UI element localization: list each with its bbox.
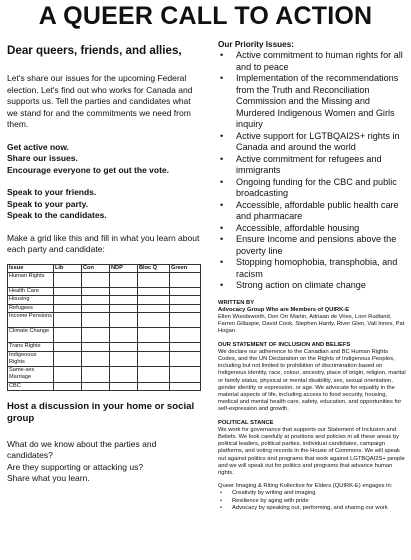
issue-cell: Climate Change xyxy=(8,328,54,343)
page-title: A QUEER CALL TO ACTION xyxy=(38,2,373,30)
table-cell xyxy=(170,288,201,296)
table-row xyxy=(8,367,201,382)
list-item xyxy=(218,505,406,512)
bullet-icon: • xyxy=(220,153,224,164)
table-cell xyxy=(54,351,82,366)
issue-cell: Housing xyxy=(8,296,54,304)
issue-cell: Income Pensions xyxy=(8,312,54,327)
priority-text: Active commitment to human rights for all and to peace xyxy=(236,50,403,72)
left-column xyxy=(7,40,200,485)
column-header: Issue xyxy=(8,264,54,272)
table-cell xyxy=(170,312,201,327)
list-item xyxy=(218,280,406,292)
table-cell xyxy=(82,367,110,382)
bullet-icon: • xyxy=(220,73,224,83)
issue-cell: CBC xyxy=(8,382,54,390)
priority-text: Ongoing funding for the CBC and public broadcasting xyxy=(236,176,397,198)
bullet-icon: • xyxy=(220,504,223,511)
written-by-section xyxy=(218,300,406,336)
quirke-text: Advocacy by speaking out, performing, and sharing our work xyxy=(232,504,388,511)
table-cell xyxy=(110,272,138,287)
table-cell xyxy=(110,296,138,304)
statement-section xyxy=(218,342,406,414)
written-by-label: WRITTEN BY xyxy=(218,299,255,306)
question-line: What do we know about the parties and candidates? xyxy=(7,438,157,461)
column-header: Lib xyxy=(54,264,82,272)
discussion-questions xyxy=(7,439,200,485)
bullet-icon: • xyxy=(220,222,224,233)
table-cell xyxy=(170,367,201,382)
table-cell xyxy=(54,272,82,287)
table-cell xyxy=(170,343,201,351)
table-row xyxy=(8,312,201,327)
table-cell xyxy=(138,367,170,382)
priority-issues-heading: Our Priority Issues: xyxy=(218,40,294,49)
table-cell xyxy=(82,382,110,390)
written-by-names: Ellen Woodsworth, Don Orr Martin, Adriaan de Vries, Lorri Rudland, Farren Gillaspie, David Cook, Stephen Hardy, River Glen, Vall Innes, Pat Hogan xyxy=(218,313,405,335)
table-cell xyxy=(82,296,110,304)
quirke-text: Resilience by aging with pride xyxy=(232,497,309,504)
call-block-2 xyxy=(7,187,200,222)
issue-cell: Indigenous Rights xyxy=(8,351,54,366)
political-stance-heading: POLITICAL STANCE xyxy=(218,419,274,426)
question-line: Share what you learn. xyxy=(7,473,90,484)
call-line: Share our issues. xyxy=(7,153,78,163)
table-cell xyxy=(110,351,138,366)
table-cell xyxy=(138,351,170,366)
table-cell xyxy=(110,328,138,343)
table-cell xyxy=(82,328,110,343)
column-header: NDP xyxy=(110,264,138,272)
statement-heading: OUR STATEMENT OF INCLUSION AND BELIEFS xyxy=(218,341,351,348)
table-cell xyxy=(110,343,138,351)
list-item xyxy=(218,50,406,73)
table-cell xyxy=(54,296,82,304)
table-cell xyxy=(110,382,138,390)
issue-cell: Health Care xyxy=(8,288,54,296)
quirke-intro: Queer Imaging & Riting Kollective for Elders (QUIRK-E) engages in: xyxy=(218,483,393,490)
list-item xyxy=(218,234,406,257)
list-item xyxy=(218,257,406,280)
greeting: Dear queers, friends, and allies, xyxy=(7,44,182,57)
bullet-icon: • xyxy=(220,199,224,210)
priority-text: Active support for LGTBQAI2S+ rights in Canada and around the world xyxy=(236,130,400,152)
table-cell xyxy=(110,367,138,382)
call-line: Get active now. xyxy=(7,141,70,152)
list-item xyxy=(218,498,406,505)
table-cell xyxy=(170,328,201,343)
table-row xyxy=(8,328,201,343)
table-row xyxy=(8,296,201,304)
table-cell xyxy=(138,296,170,304)
call-block-1 xyxy=(7,142,200,177)
table-cell xyxy=(110,304,138,312)
table-row xyxy=(8,343,201,351)
bullet-icon: • xyxy=(220,50,224,60)
bullet-icon: • xyxy=(220,234,224,244)
issue-cell: Same-sex Marriage xyxy=(8,367,54,382)
issue-cell: Refugees xyxy=(8,304,54,312)
table-cell xyxy=(138,328,170,343)
table-cell xyxy=(82,351,110,366)
table-cell xyxy=(54,343,82,351)
column-header: Bloc Q xyxy=(138,264,170,272)
political-stance-section xyxy=(218,420,406,478)
call-line: Speak to the candidates. xyxy=(7,210,107,220)
table-cell xyxy=(82,312,110,327)
table-cell xyxy=(54,304,82,312)
table-cell xyxy=(82,304,110,312)
table-header-row xyxy=(8,264,201,272)
grid-prompt: Make a grid like this and fill in what you learn about each party and candidate: xyxy=(7,232,200,254)
priority-text: Strong action on climate change xyxy=(236,280,366,290)
list-item xyxy=(218,223,406,235)
table-cell xyxy=(82,288,110,296)
list-item xyxy=(218,200,406,223)
list-item xyxy=(218,131,406,154)
priority-text: Accessible, affordable public health care and pharmacare xyxy=(236,199,399,221)
quirke-section xyxy=(218,483,406,512)
table-cell xyxy=(110,312,138,327)
table-cell xyxy=(54,328,82,343)
table-cell xyxy=(170,296,201,304)
priority-text: Ensure Income and pensions above the poverty line xyxy=(236,234,397,256)
bullet-icon: • xyxy=(220,497,223,504)
table-cell xyxy=(54,312,82,327)
priority-text: Accessible, affordable housing xyxy=(236,222,360,233)
table-cell xyxy=(170,304,201,312)
table-cell xyxy=(138,288,170,296)
bullet-icon: • xyxy=(220,280,224,290)
column-header: Green xyxy=(170,264,201,272)
intro-paragraph: Let's share our issues for the upcoming Federal election. Let's find out who works for Canada and supports us. Tell the parties and candidates what we stand for and the commitments we need from them. xyxy=(7,73,193,129)
table-row xyxy=(8,272,201,287)
written-by-group: Advocacy Group Who are Members of QUIRK-E xyxy=(218,306,350,313)
call-line: Encourage everyone to get out the vote. xyxy=(7,164,170,175)
bullet-icon: • xyxy=(220,490,223,497)
table-cell xyxy=(138,312,170,327)
call-line: Speak to your party. xyxy=(7,198,89,209)
priority-issues-list xyxy=(218,50,406,292)
call-line: Speak to your friends. xyxy=(7,187,97,197)
table-row xyxy=(8,304,201,312)
right-column xyxy=(218,40,406,512)
statement-text: We declare our adherence to the Canadian and BC Human Rights Codes, and the UN Declaration on the Rights of Indigenous Peoples, including but not limited to prohibition of discrimination based on Indigenous identity, race, colour, ancestry, place of origin, religion, marital or family status, physical or mental disability, sex, sexual orientation, gender identity or expression, or age. We advocate for equality in the material aspects of life, including access to food security, housing, medical and mental health care, safety, education, and opportunities for self-expression and growth. xyxy=(218,348,406,413)
list-item xyxy=(218,154,406,177)
list-item xyxy=(218,490,406,497)
bullet-icon: • xyxy=(220,176,224,187)
table-cell xyxy=(54,382,82,390)
bullet-icon: • xyxy=(220,130,224,141)
table-cell xyxy=(82,272,110,287)
priority-text: Active commitment for refugees and immigrants xyxy=(236,153,382,175)
quirke-text: Creativity by writing and imaging xyxy=(232,490,316,497)
table-row xyxy=(8,382,201,390)
list-item xyxy=(218,177,406,200)
political-stance-text: We work for governance that supports our Statement of Inclusion and Beliefs. We look carefully at positions and policies in all these areas by political leaders, political parties, individual candidates, campaign platforms, and voting records in the House of Commons. We will speak out against politics and programs that work against LGTBQAI2S+ people and we will speak out for politics and programs that advance human rights. xyxy=(218,426,405,476)
table-cell xyxy=(138,304,170,312)
host-discussion-heading: Host a discussion in your home or social group xyxy=(7,400,195,424)
table-cell xyxy=(170,351,201,366)
table-cell xyxy=(82,343,110,351)
question-line: Are they supporting or attacking us? xyxy=(7,461,144,472)
table-cell xyxy=(138,382,170,390)
table-cell xyxy=(54,288,82,296)
priority-text: Stopping homophobia, transphobia, and racism xyxy=(236,257,398,279)
table-cell xyxy=(138,272,170,287)
priority-text: Implementation of the recommendations from the Truth and Reconciliation Commission and the Missing and Murdered Indigenous Women and Girls inquiry xyxy=(236,73,399,129)
quirke-list xyxy=(218,490,406,512)
table-cell xyxy=(170,272,201,287)
table-row xyxy=(8,288,201,296)
column-header: Con xyxy=(82,264,110,272)
table-cell xyxy=(54,367,82,382)
list-item xyxy=(218,73,406,131)
table-cell xyxy=(170,382,201,390)
bullet-icon: • xyxy=(220,257,224,267)
issue-cell: Human Rights xyxy=(8,272,54,287)
table-row xyxy=(8,351,201,366)
party-grid-table xyxy=(7,264,201,391)
table-cell xyxy=(138,343,170,351)
issue-cell: Trans Rights xyxy=(8,343,54,351)
table-cell xyxy=(110,288,138,296)
